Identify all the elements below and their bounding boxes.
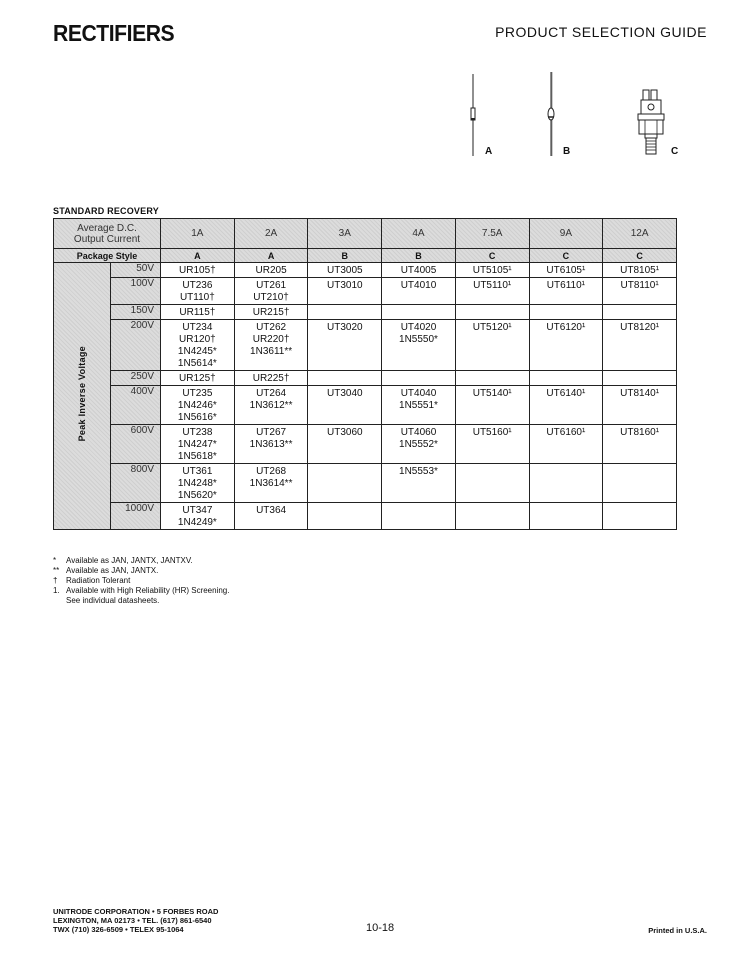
current-header: 2A bbox=[234, 219, 308, 249]
part-number: UT210† bbox=[253, 292, 289, 303]
package-c-label: C bbox=[671, 146, 679, 157]
part-cell bbox=[603, 320, 677, 371]
part-number: UR105† bbox=[179, 265, 216, 276]
part-number: 1N3612** bbox=[249, 400, 293, 411]
part-number: 1N3613** bbox=[249, 439, 293, 450]
part-number: UT236 bbox=[182, 280, 213, 291]
part-number: 1N5550* bbox=[399, 334, 438, 345]
voltage-row bbox=[54, 503, 677, 530]
voltage-row bbox=[54, 464, 677, 503]
part-number: 1N5552* bbox=[399, 439, 438, 450]
part-cell bbox=[234, 386, 308, 425]
part-number: 1N4249* bbox=[177, 517, 217, 528]
part-number: UT238 bbox=[182, 427, 213, 438]
section-heading: STANDARD RECOVERY bbox=[53, 206, 159, 216]
part-number: UR225† bbox=[252, 373, 290, 384]
part-cell bbox=[382, 464, 456, 503]
part-cell bbox=[455, 503, 529, 530]
part-cell bbox=[529, 278, 603, 305]
part-cell bbox=[603, 386, 677, 425]
part-number: UT6160¹ bbox=[546, 427, 586, 438]
footnote-text: Available with High Reliability (HR) Screening. bbox=[66, 586, 230, 595]
current-header-row bbox=[54, 219, 677, 249]
part-number: UT3010 bbox=[326, 280, 363, 291]
part-cell bbox=[234, 464, 308, 503]
part-number: 1N5620* bbox=[177, 490, 217, 501]
part-number: UR125† bbox=[179, 373, 216, 384]
part-cell bbox=[234, 320, 308, 371]
part-cell bbox=[234, 425, 308, 464]
voltage-label: 150V bbox=[110, 305, 160, 320]
part-cell bbox=[161, 503, 235, 530]
part-cell bbox=[161, 320, 235, 371]
printed-notice: Printed in U.S.A. bbox=[648, 926, 707, 935]
part-number: UT8105¹ bbox=[620, 265, 660, 276]
footnote bbox=[53, 566, 229, 576]
part-number: UT8110¹ bbox=[620, 280, 659, 291]
footnote bbox=[53, 556, 229, 566]
page-title: RECTIFIERS bbox=[53, 20, 175, 46]
current-header: 7.5A bbox=[455, 219, 529, 249]
part-cell bbox=[529, 371, 603, 386]
part-cell bbox=[382, 278, 456, 305]
part-number: 1N4245* bbox=[177, 346, 217, 357]
voltage-row bbox=[54, 263, 677, 278]
part-cell bbox=[308, 386, 382, 425]
part-cell bbox=[603, 464, 677, 503]
part-number: UT8140¹ bbox=[620, 388, 660, 399]
part-cell bbox=[308, 320, 382, 371]
part-number: UT264 bbox=[256, 388, 287, 399]
selection-table bbox=[53, 218, 677, 530]
part-number: 1N5616* bbox=[177, 412, 217, 423]
part-number: UT262 bbox=[256, 322, 287, 333]
part-cell bbox=[529, 503, 603, 530]
part-cell bbox=[234, 305, 308, 320]
part-number: UT3005 bbox=[326, 265, 363, 276]
voltage-row bbox=[54, 386, 677, 425]
part-cell bbox=[529, 320, 603, 371]
voltage-label: 1000V bbox=[110, 503, 160, 530]
corner-label-line2: Output Current bbox=[73, 233, 141, 245]
part-cell bbox=[529, 386, 603, 425]
package-style-cell: B bbox=[382, 249, 456, 263]
part-cell bbox=[161, 263, 235, 278]
peak-inverse-voltage-text: Peak Inverse Voltage bbox=[76, 346, 87, 442]
footnote-text: Available as JAN, JANTX, JANTXV. bbox=[66, 556, 193, 565]
part-number: 1N3614** bbox=[249, 478, 293, 489]
part-number: UT5160¹ bbox=[472, 427, 512, 438]
voltage-row bbox=[54, 320, 677, 371]
part-number: UR205 bbox=[255, 265, 287, 276]
part-cell bbox=[161, 278, 235, 305]
voltage-label: 250V bbox=[110, 371, 160, 386]
axial-lead-diode-a-icon bbox=[466, 72, 480, 158]
part-number: UT4005 bbox=[400, 265, 437, 276]
part-number: UR215† bbox=[252, 307, 290, 318]
part-cell bbox=[161, 464, 235, 503]
part-number: UT8160¹ bbox=[620, 427, 660, 438]
part-number: UT268 bbox=[256, 466, 287, 477]
part-number: UT5140¹ bbox=[472, 388, 512, 399]
axial-lead-diode-b-icon bbox=[544, 70, 558, 158]
stud-mount-diode-icon bbox=[635, 88, 667, 158]
part-cell bbox=[382, 371, 456, 386]
part-number: UT6105¹ bbox=[546, 265, 586, 276]
part-number: 1N5553* bbox=[399, 466, 438, 477]
package-style-label: Package Style bbox=[54, 249, 161, 263]
part-cell bbox=[455, 386, 529, 425]
part-cell bbox=[603, 503, 677, 530]
footnote bbox=[53, 586, 229, 596]
part-number: 1N4247* bbox=[177, 439, 217, 450]
part-number: UR115† bbox=[179, 307, 216, 318]
part-cell bbox=[161, 425, 235, 464]
footnote-symbol: † bbox=[53, 576, 58, 585]
package-style-cell: A bbox=[161, 249, 235, 263]
corner-label-line1: Average D.C. bbox=[77, 222, 137, 234]
part-cell bbox=[455, 464, 529, 503]
voltage-label: 600V bbox=[110, 425, 160, 464]
part-cell bbox=[161, 371, 235, 386]
part-cell bbox=[382, 386, 456, 425]
part-number: 1N3611** bbox=[250, 346, 293, 357]
part-cell bbox=[308, 464, 382, 503]
package-style-cell: C bbox=[603, 249, 677, 263]
footnote bbox=[53, 576, 229, 586]
part-cell bbox=[455, 305, 529, 320]
part-cell bbox=[308, 425, 382, 464]
part-cell bbox=[455, 371, 529, 386]
part-number: UT3040 bbox=[326, 388, 363, 399]
part-cell bbox=[455, 425, 529, 464]
part-number: UR120† bbox=[179, 334, 216, 345]
part-cell bbox=[234, 278, 308, 305]
part-cell bbox=[308, 503, 382, 530]
footnote-symbol: * bbox=[53, 556, 57, 565]
part-cell bbox=[529, 263, 603, 278]
peak-inverse-voltage-label bbox=[54, 263, 111, 530]
voltage-label: 800V bbox=[110, 464, 160, 503]
part-cell bbox=[234, 263, 308, 278]
part-number: UT261 bbox=[256, 280, 287, 291]
part-cell bbox=[308, 305, 382, 320]
part-cell bbox=[308, 263, 382, 278]
voltage-label: 100V bbox=[110, 278, 160, 305]
page-number: 10-18 bbox=[366, 922, 395, 934]
voltage-row bbox=[54, 278, 677, 305]
voltage-row bbox=[54, 305, 677, 320]
voltage-label: 400V bbox=[110, 386, 160, 425]
part-number: UT234 bbox=[182, 322, 213, 333]
address-line: TWX (710) 326-6509 • TELEX 95-1064 bbox=[53, 925, 184, 934]
part-number: UT235 bbox=[182, 388, 213, 399]
current-header: 4A bbox=[382, 219, 456, 249]
package-b-label: B bbox=[563, 146, 571, 157]
part-cell bbox=[455, 320, 529, 371]
package-style-cell: B bbox=[308, 249, 382, 263]
part-cell bbox=[382, 503, 456, 530]
part-cell bbox=[234, 503, 308, 530]
part-cell bbox=[161, 386, 235, 425]
part-number: 1N5618* bbox=[177, 451, 217, 462]
footnote-symbol: 1. bbox=[53, 586, 60, 595]
part-number: UT361 bbox=[182, 466, 213, 477]
part-number: UT267 bbox=[256, 427, 287, 438]
part-number: UT3020 bbox=[326, 322, 363, 333]
part-cell bbox=[603, 278, 677, 305]
part-cell bbox=[308, 371, 382, 386]
part-number: 1N4246* bbox=[177, 400, 217, 411]
part-number: UT4010 bbox=[400, 280, 437, 291]
part-number: UT6110¹ bbox=[546, 280, 585, 291]
current-header: 1A bbox=[161, 219, 235, 249]
page-subtitle: PRODUCT SELECTION GUIDE bbox=[495, 24, 707, 40]
current-header: 12A bbox=[603, 219, 677, 249]
footnote-symbol: ** bbox=[53, 566, 60, 575]
package-style-row bbox=[54, 249, 677, 263]
voltage-label: 200V bbox=[110, 320, 160, 371]
part-cell bbox=[529, 464, 603, 503]
part-number: UT6120¹ bbox=[546, 322, 586, 333]
footnote-text: Radiation Tolerant bbox=[66, 576, 131, 585]
address-line: UNITRODE CORPORATION • 5 FORBES ROAD bbox=[53, 907, 219, 916]
footnotes bbox=[53, 556, 229, 606]
part-cell bbox=[234, 371, 308, 386]
part-cell bbox=[382, 320, 456, 371]
package-style-cell: C bbox=[529, 249, 603, 263]
part-number: UT3060 bbox=[326, 427, 363, 438]
part-cell bbox=[603, 263, 677, 278]
part-number: 1N5551* bbox=[399, 400, 438, 411]
part-cell bbox=[455, 278, 529, 305]
package-a-label: A bbox=[485, 146, 493, 157]
part-number: 1N5614* bbox=[177, 358, 217, 369]
part-number: UT364 bbox=[256, 505, 287, 516]
footnote bbox=[53, 596, 229, 606]
average-dc-output-current-label bbox=[54, 219, 161, 249]
part-cell bbox=[529, 425, 603, 464]
part-number: 1N4248* bbox=[177, 478, 217, 489]
part-cell bbox=[603, 305, 677, 320]
part-cell bbox=[382, 305, 456, 320]
part-number: UT347 bbox=[182, 505, 213, 516]
voltage-row bbox=[54, 371, 677, 386]
footnote-text: See individual datasheets. bbox=[66, 596, 160, 605]
package-style-cell: C bbox=[455, 249, 529, 263]
part-number: UT5105¹ bbox=[472, 265, 512, 276]
part-cell bbox=[161, 305, 235, 320]
part-number: UT110† bbox=[179, 292, 215, 303]
part-cell bbox=[603, 425, 677, 464]
current-header: 3A bbox=[308, 219, 382, 249]
part-number: UT6140¹ bbox=[546, 388, 586, 399]
part-cell bbox=[603, 371, 677, 386]
address-line: LEXINGTON, MA 02173 • TEL. (617) 861-6540 bbox=[53, 916, 212, 925]
current-header: 9A bbox=[529, 219, 603, 249]
company-address bbox=[53, 907, 218, 934]
part-number: UT5110¹ bbox=[473, 280, 512, 291]
part-cell bbox=[529, 305, 603, 320]
part-number: UT8120¹ bbox=[620, 322, 660, 333]
part-number: UT4020 bbox=[400, 322, 437, 333]
voltage-label: 50V bbox=[110, 263, 160, 278]
part-number: UT5120¹ bbox=[472, 322, 512, 333]
part-cell bbox=[455, 263, 529, 278]
voltage-row bbox=[54, 425, 677, 464]
part-cell bbox=[382, 425, 456, 464]
package-style-cell: A bbox=[234, 249, 308, 263]
part-cell bbox=[308, 278, 382, 305]
part-number: UT4040 bbox=[400, 388, 437, 399]
footnote-text: Available as JAN, JANTX. bbox=[66, 566, 159, 575]
part-number: UT4060 bbox=[400, 427, 437, 438]
part-number: UR220† bbox=[252, 334, 290, 345]
part-cell bbox=[382, 263, 456, 278]
